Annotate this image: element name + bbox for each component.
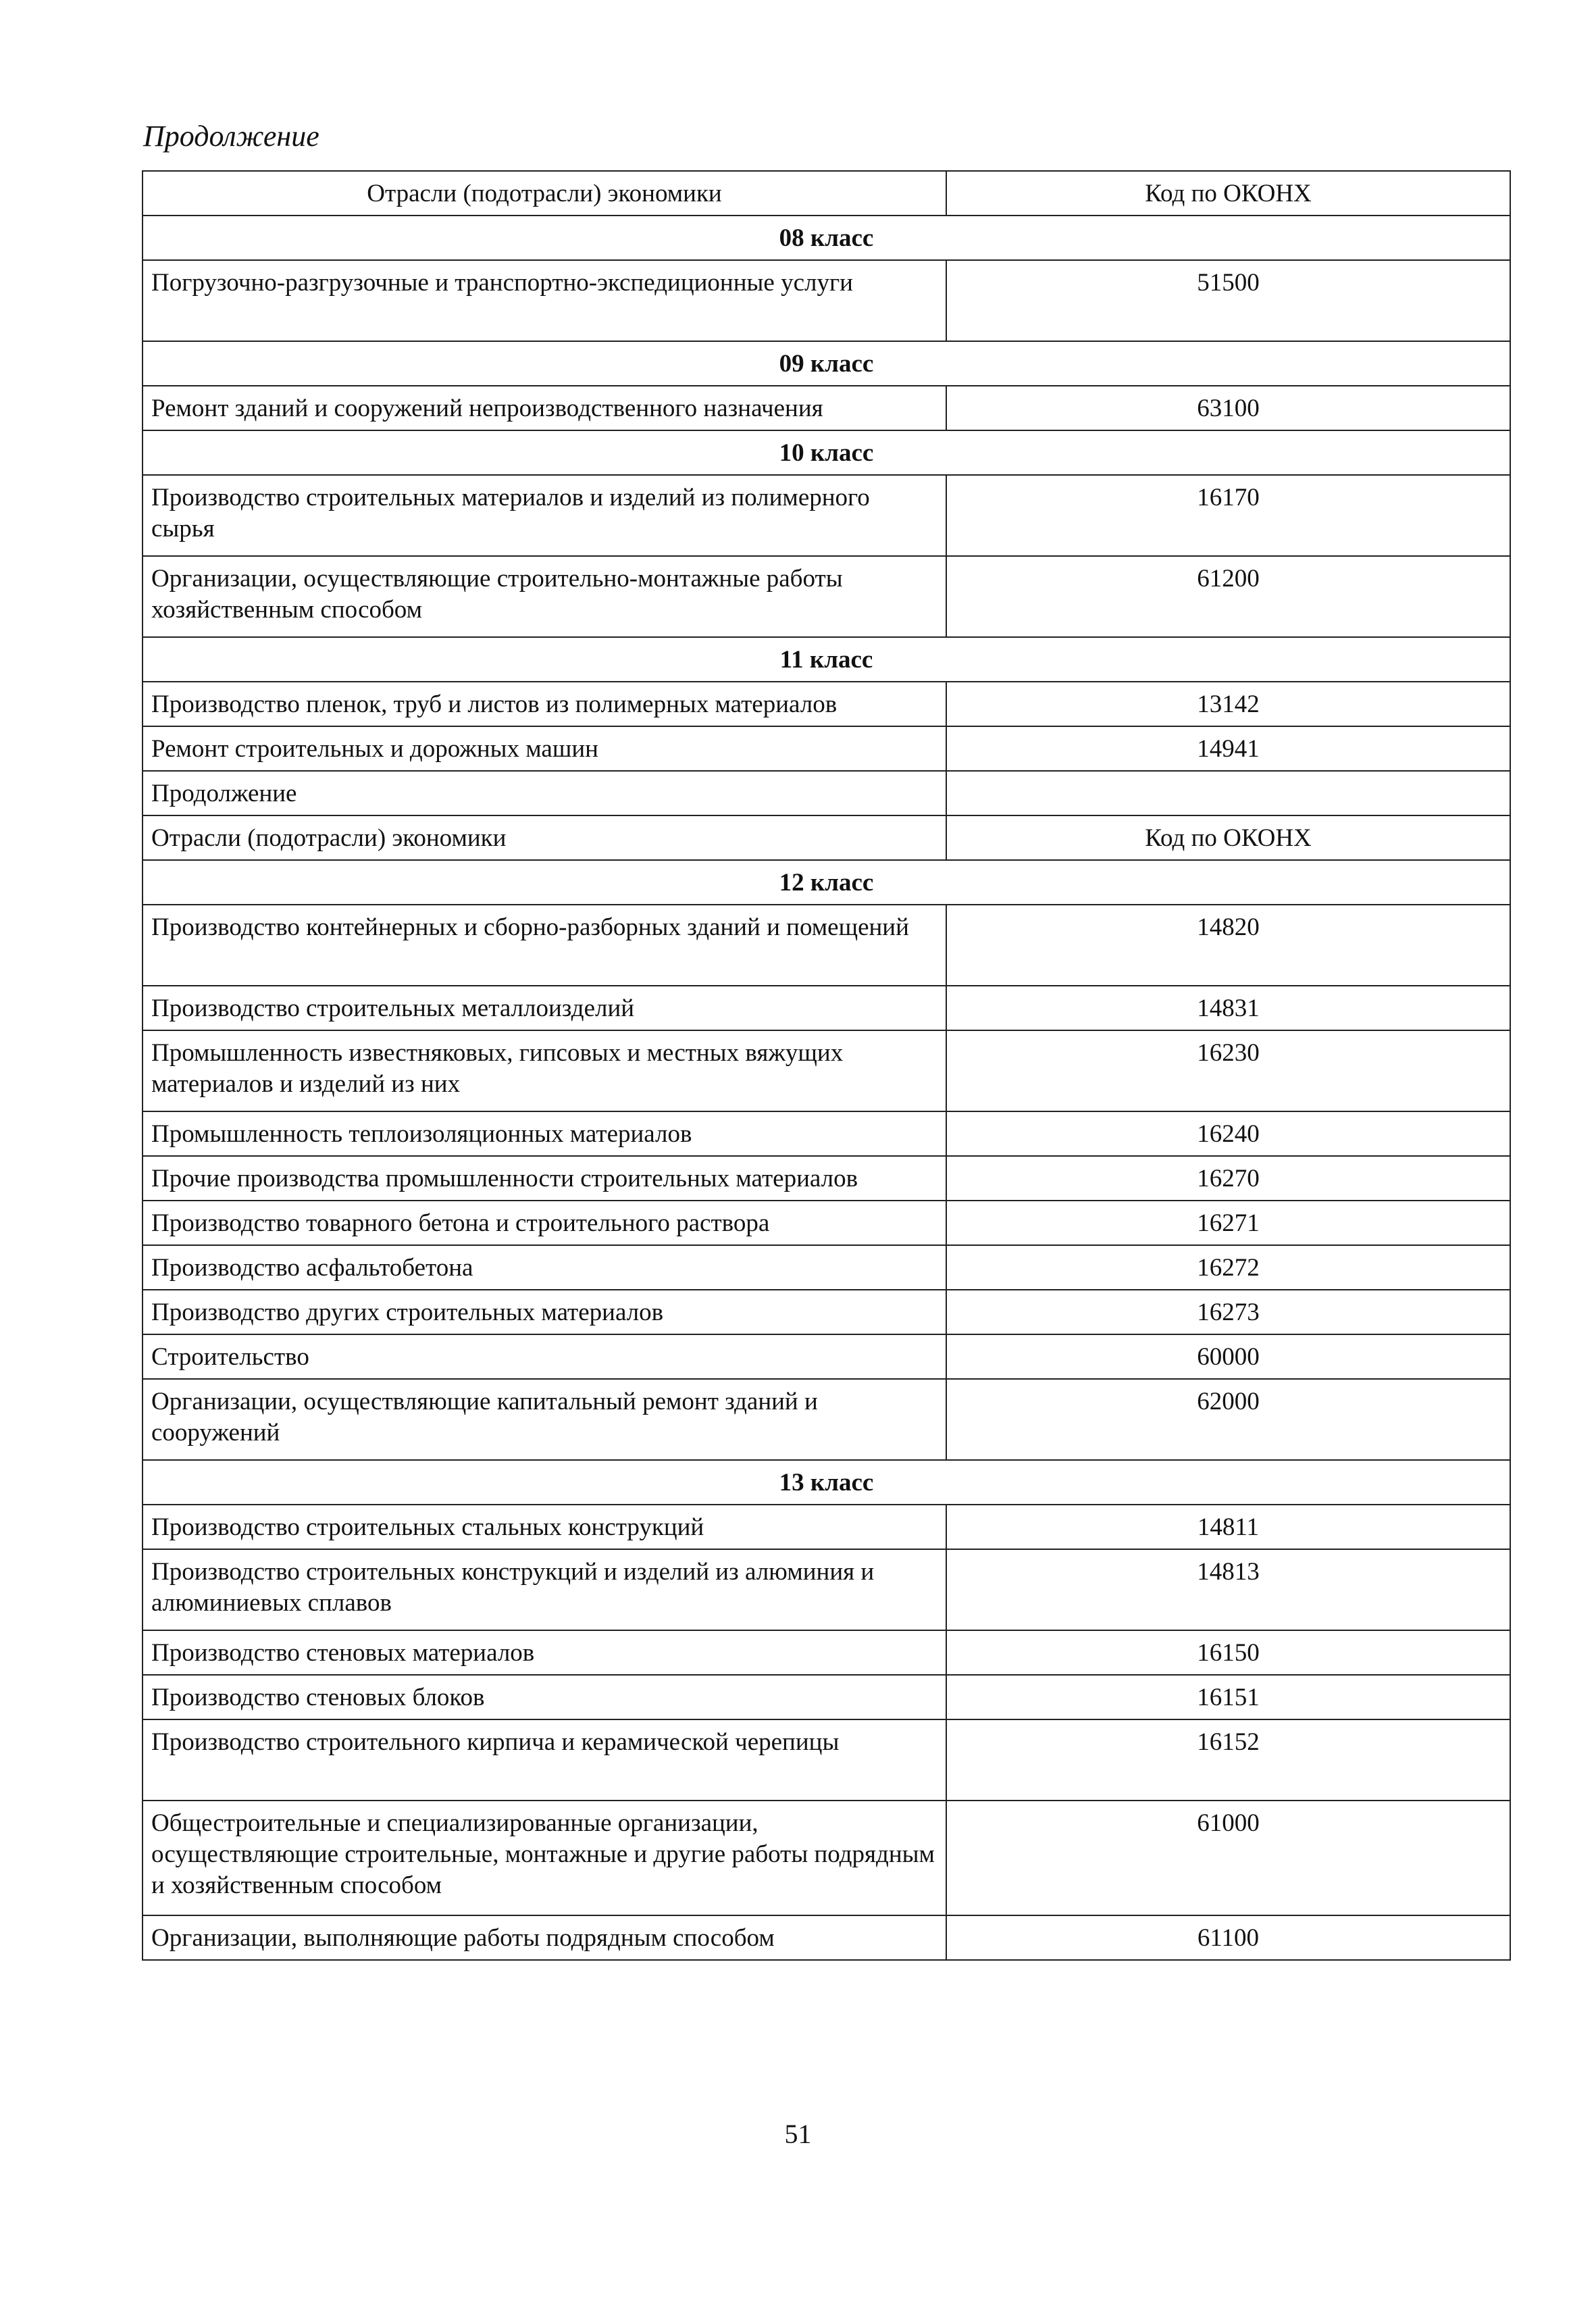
okonh-code: 14831 (946, 986, 1510, 1030)
okonh-code: 14820 (946, 905, 1510, 986)
class-row (143, 860, 1510, 905)
okonh-code: 16150 (946, 1630, 1510, 1675)
table-body (143, 171, 1510, 1960)
class-title: 12 класс (143, 860, 1510, 905)
class-title: 10 класс (143, 430, 1510, 475)
okonh-code: 16170 (946, 475, 1510, 556)
table-row (143, 1290, 1510, 1334)
okonh-code: 16230 (946, 1030, 1510, 1111)
industry-name: Продолжение (143, 771, 946, 815)
okonh-code: 16273 (946, 1290, 1510, 1334)
okonh-code: 14813 (946, 1549, 1510, 1630)
industry-name: Производство строительных стальных конструкций (143, 1505, 946, 1549)
industry-name: Производство других строительных материалов (143, 1290, 946, 1334)
industry-name: Погрузочно-разгрузочные и транспортно-экспедиционные услуги (143, 260, 946, 341)
table-row (143, 1549, 1510, 1630)
table-row (143, 556, 1510, 637)
class-title: 09 класс (143, 341, 1510, 386)
industry-name: Производство строительных конструкций и изделий из алюминия и алюминиевых сплавов (143, 1549, 946, 1630)
okonh-code: Код по ОКОНХ (946, 815, 1510, 860)
table-row (143, 726, 1510, 771)
header-col-industry: Отрасли (подотрасли) экономики (143, 171, 946, 216)
table-row (143, 1505, 1510, 1549)
table-row (143, 815, 1510, 860)
okonh-code: 61200 (946, 556, 1510, 637)
industry-name: Производство строительных металлоизделий (143, 986, 946, 1030)
okonh-code: 16272 (946, 1245, 1510, 1290)
class-title: 13 класс (143, 1460, 1510, 1505)
table-row (143, 260, 1510, 341)
industry-name: Промышленность теплоизоляционных материалов (143, 1111, 946, 1156)
okonh-code: 13142 (946, 682, 1510, 726)
header-col-code: Код по ОКОНХ (946, 171, 1510, 216)
table-row (143, 771, 1510, 815)
table-row (143, 1915, 1510, 1960)
industry-name: Строительство (143, 1334, 946, 1379)
page-number: 51 (784, 2119, 812, 2149)
continuation-label: Продолжение (143, 120, 319, 153)
industry-name: Ремонт зданий и сооружений непроизводственного назначения (143, 386, 946, 430)
okonh-code: 16152 (946, 1719, 1510, 1801)
table-row (143, 1630, 1510, 1675)
industry-name: Отрасли (подотрасли) экономики (143, 815, 946, 860)
industry-name: Ремонт строительных и дорожных машин (143, 726, 946, 771)
okonh-code: 62000 (946, 1379, 1510, 1460)
okonh-code (946, 771, 1510, 815)
industry-name: Производство пленок, труб и листов из полимерных материалов (143, 682, 946, 726)
okonh-code: 61000 (946, 1801, 1510, 1915)
industry-name: Организации, выполняющие работы подрядным способом (143, 1915, 946, 1960)
industry-name: Производство контейнерных и сборно-разборных зданий и помещений (143, 905, 946, 986)
industry-name: Организации, осуществляющие капитальный ремонт зданий и сооружений (143, 1379, 946, 1460)
industry-name: Производство товарного бетона и строительного раствора (143, 1201, 946, 1245)
table-row (143, 986, 1510, 1030)
okonh-code: 16240 (946, 1111, 1510, 1156)
table-header-row (143, 171, 1510, 216)
class-row (143, 341, 1510, 386)
table-row (143, 1334, 1510, 1379)
class-title: 11 класс (143, 637, 1510, 682)
table-row (143, 475, 1510, 556)
table-row (143, 682, 1510, 726)
table-row (143, 386, 1510, 430)
class-row (143, 216, 1510, 260)
table-row (143, 1801, 1510, 1915)
industry-name: Производство строительных материалов и изделий из полимерного сырья (143, 475, 946, 556)
okonh-code: 60000 (946, 1334, 1510, 1379)
industry-name: Производство асфальтобетона (143, 1245, 946, 1290)
okonh-table (142, 170, 1511, 1961)
table-row (143, 1379, 1510, 1460)
table-row (143, 1156, 1510, 1201)
table-row (143, 1111, 1510, 1156)
class-row (143, 430, 1510, 475)
industry-name: Производство строительного кирпича и керамической черепицы (143, 1719, 946, 1801)
class-row (143, 637, 1510, 682)
class-row (143, 1460, 1510, 1505)
table-row (143, 1719, 1510, 1801)
table-row (143, 1675, 1510, 1719)
okonh-code: 16151 (946, 1675, 1510, 1719)
table-row (143, 1030, 1510, 1111)
industry-name: Прочие производства промышленности строительных материалов (143, 1156, 946, 1201)
okonh-code: 16271 (946, 1201, 1510, 1245)
okonh-code: 61100 (946, 1915, 1510, 1960)
table-row (143, 905, 1510, 986)
okonh-code: 16270 (946, 1156, 1510, 1201)
industry-name: Общестроительные и специализированные организации, осуществляющие строительные, монтажные и другие работы подрядным и хозяйственным способом (143, 1801, 946, 1915)
okonh-code: 14941 (946, 726, 1510, 771)
okonh-code: 14811 (946, 1505, 1510, 1549)
industry-name: Организации, осуществляющие строительно-монтажные работы хозяйственным способом (143, 556, 946, 637)
industry-name: Промышленность известняковых, гипсовых и местных вяжущих материалов и изделий из них (143, 1030, 946, 1111)
okonh-code: 51500 (946, 260, 1510, 341)
table-row (143, 1201, 1510, 1245)
industry-name: Производство стеновых материалов (143, 1630, 946, 1675)
class-title: 08 класс (143, 216, 1510, 260)
industry-name: Производство стеновых блоков (143, 1675, 946, 1719)
okonh-code: 63100 (946, 386, 1510, 430)
table-row (143, 1245, 1510, 1290)
